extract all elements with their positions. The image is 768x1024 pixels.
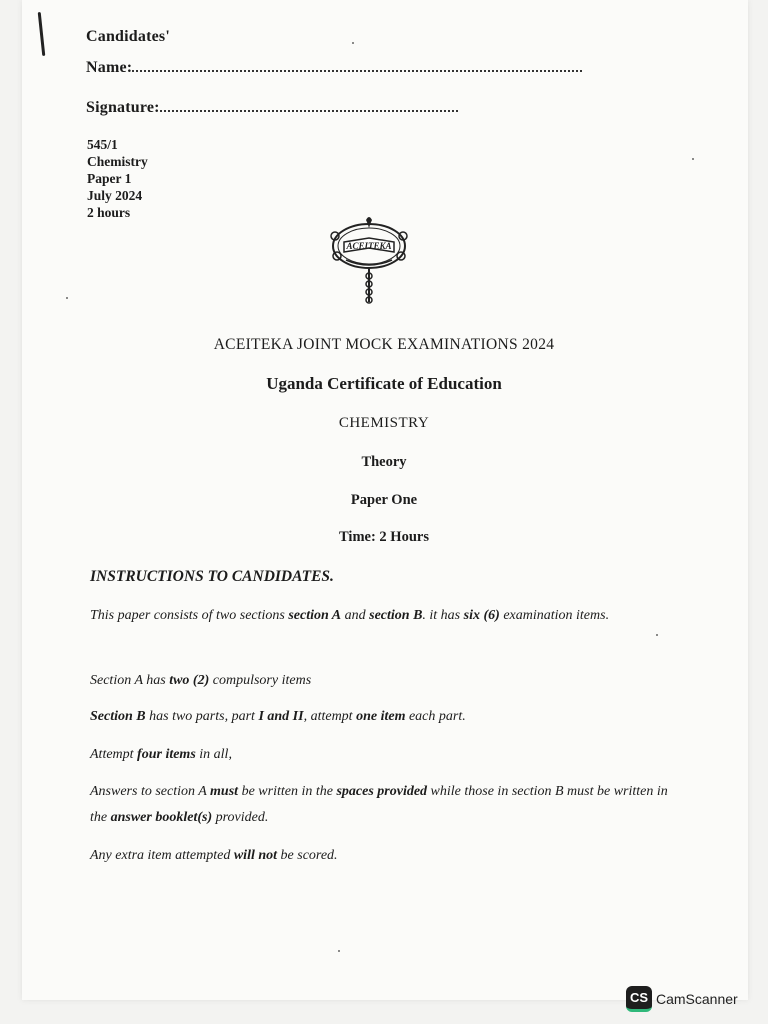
instruction-text: and (341, 608, 370, 623)
camscanner-logo-icon: CS (626, 986, 652, 1012)
instruction-emphasis: answer booklet(s) (110, 810, 213, 825)
instruction-emphasis: four items (137, 747, 196, 762)
instruction-text: be scored. (277, 848, 338, 863)
instruction-text: . it has (422, 608, 464, 623)
time-allowed: Time: 2 Hours (339, 529, 429, 545)
instruction-emphasis: one item (356, 709, 406, 724)
certificate-title: Uganda Certificate of Education (266, 374, 502, 393)
camscanner-watermark (626, 986, 738, 1012)
instruction-text: Section A has (90, 673, 170, 688)
candidates-label: Candidates' (86, 28, 170, 45)
signature-field[interactable] (86, 98, 458, 117)
instruction-text: compulsory items (209, 673, 312, 688)
instruction-text: , attempt (303, 709, 357, 724)
instruction-item-4 (90, 742, 680, 768)
instruction-emphasis: section B (369, 608, 423, 623)
paper-type: Theory (361, 454, 407, 470)
scan-speck (338, 950, 340, 952)
instruction-item-2 (90, 668, 680, 694)
instruction-emphasis: I and II (258, 709, 304, 724)
instruction-emphasis: must (210, 784, 239, 799)
name-dotted-line[interactable] (132, 58, 582, 72)
logo-text: ACEITEKA (346, 241, 392, 251)
instruction-emphasis: spaces provided (336, 784, 428, 799)
instruction-text: provided. (212, 810, 269, 825)
instruction-text: each part. (405, 709, 466, 724)
instructions-heading: INSTRUCTIONS TO CANDIDATES. (90, 568, 334, 585)
paper-date: July 2024 (87, 188, 143, 203)
instruction-item-1 (90, 603, 680, 629)
paper-duration: 2 hours (87, 205, 131, 220)
paper-subject: Chemistry (87, 154, 148, 169)
instruction-item-5 (90, 779, 680, 831)
scan-speck (692, 158, 694, 160)
instruction-text: be written in the (238, 784, 337, 799)
name-label: Name: (86, 59, 133, 76)
instruction-emphasis: Section B (90, 709, 146, 724)
instruction-text: This paper consists of two sections (90, 608, 289, 623)
paper-number: Paper 1 (87, 171, 132, 186)
scan-speck (66, 297, 68, 299)
signature-label: Signature: (86, 99, 160, 116)
scan-speck (656, 634, 658, 636)
instruction-emphasis: will not (233, 848, 278, 863)
subject-title: CHEMISTRY (338, 415, 430, 431)
instruction-text: Any extra item attempted (90, 848, 234, 863)
instruction-text: examination items. (499, 608, 610, 623)
instruction-text: while those in section B must be written in the (90, 784, 668, 825)
scan-speck (352, 42, 354, 44)
camscanner-label: CamScanner (656, 991, 738, 1007)
instruction-emphasis: section A (288, 608, 342, 623)
instruction-emphasis: six (6) (463, 608, 500, 623)
paper-number-title: Paper One (350, 492, 418, 508)
instruction-emphasis: two (2) (169, 673, 210, 688)
paper-meta (87, 136, 148, 221)
instruction-item-3 (90, 704, 680, 730)
name-field[interactable] (86, 58, 582, 77)
paper-code: 545/1 (87, 137, 118, 152)
instruction-item-6 (90, 843, 680, 869)
instruction-text: Answers to section A (90, 784, 211, 799)
crest-emblem-icon (326, 216, 412, 308)
instruction-text: Attempt (90, 747, 138, 762)
instruction-text: in all, (195, 747, 232, 762)
signature-dotted-line[interactable] (160, 98, 458, 112)
exam-title: ACEITEKA JOINT MOCK EXAMINATIONS 2024 (213, 336, 555, 353)
instruction-text: has two parts, part (145, 709, 259, 724)
